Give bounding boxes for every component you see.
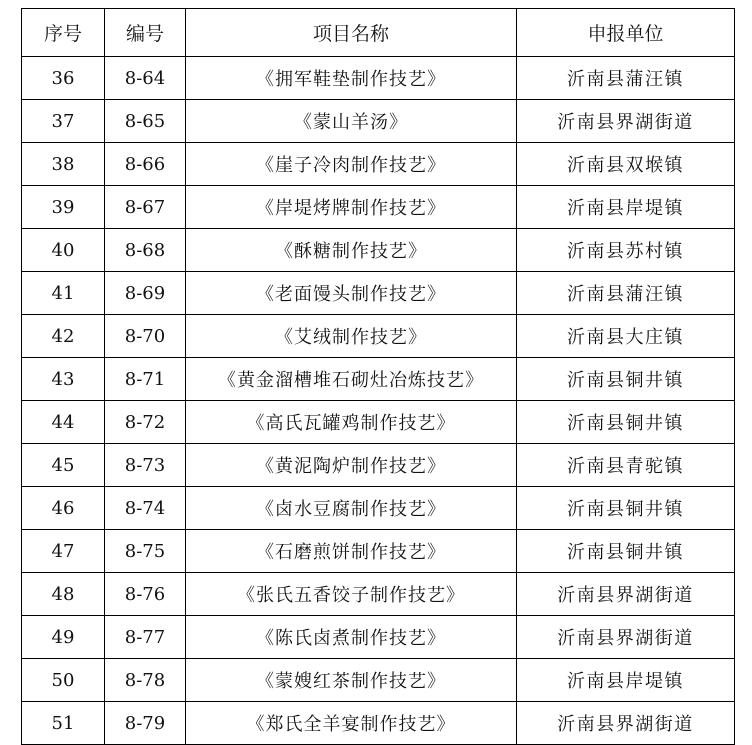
header-applicant-unit: 申报单位 — [517, 9, 735, 57]
cell-applicant-unit: 沂南县界湖街道 — [517, 702, 735, 745]
cell-applicant-unit: 沂南县苏村镇 — [517, 229, 735, 272]
cell-project-name: 《郑氏全羊宴制作技艺》 — [186, 702, 517, 745]
table-row — [22, 573, 735, 616]
cell-applicant-unit: 沂南县界湖街道 — [517, 573, 735, 616]
table-row — [22, 229, 735, 272]
cell-project-name: 《卤水豆腐制作技艺》 — [186, 487, 517, 530]
cell-serial-number: 37 — [22, 100, 105, 143]
cell-code: 8-76 — [105, 573, 186, 616]
cell-serial-number: 42 — [22, 315, 105, 358]
cell-serial-number: 43 — [22, 358, 105, 401]
cell-code: 8-71 — [105, 358, 186, 401]
table-row — [22, 444, 735, 487]
header-project-name: 项目名称 — [186, 9, 517, 57]
cell-applicant-unit: 沂南县铜井镇 — [517, 487, 735, 530]
cell-code: 8-65 — [105, 100, 186, 143]
cell-project-name: 《艾绒制作技艺》 — [186, 315, 517, 358]
table-row — [22, 616, 735, 659]
cell-code: 8-79 — [105, 702, 186, 745]
cell-project-name: 《黄金溜槽堆石砌灶冶炼技艺》 — [186, 358, 517, 401]
cell-serial-number: 45 — [22, 444, 105, 487]
cell-serial-number: 50 — [22, 659, 105, 702]
header-code: 编号 — [105, 9, 186, 57]
cell-applicant-unit: 沂南县大庄镇 — [517, 315, 735, 358]
cell-project-name: 《陈氏卤煮制作技艺》 — [186, 616, 517, 659]
cell-project-name: 《崖子冷肉制作技艺》 — [186, 143, 517, 186]
cell-code: 8-67 — [105, 186, 186, 229]
cell-code: 8-72 — [105, 401, 186, 444]
cell-code: 8-66 — [105, 143, 186, 186]
cell-applicant-unit: 沂南县岸堤镇 — [517, 659, 735, 702]
cell-applicant-unit: 沂南县双堠镇 — [517, 143, 735, 186]
cell-serial-number: 36 — [22, 57, 105, 100]
cell-applicant-unit: 沂南县青驼镇 — [517, 444, 735, 487]
table-body — [22, 57, 735, 745]
cell-code: 8-70 — [105, 315, 186, 358]
cell-project-name: 《张氏五香饺子制作技艺》 — [186, 573, 517, 616]
heritage-project-table — [21, 8, 735, 745]
cell-applicant-unit: 沂南县界湖街道 — [517, 100, 735, 143]
cell-code: 8-75 — [105, 530, 186, 573]
cell-code: 8-78 — [105, 659, 186, 702]
cell-code: 8-64 — [105, 57, 186, 100]
cell-applicant-unit: 沂南县蒲汪镇 — [517, 57, 735, 100]
cell-project-name: 《黄泥陶炉制作技艺》 — [186, 444, 517, 487]
table-row — [22, 272, 735, 315]
cell-code: 8-73 — [105, 444, 186, 487]
cell-project-name: 《蒙山羊汤》 — [186, 100, 517, 143]
cell-serial-number: 39 — [22, 186, 105, 229]
cell-code: 8-68 — [105, 229, 186, 272]
cell-project-name: 《岸堤烤牌制作技艺》 — [186, 186, 517, 229]
cell-applicant-unit: 沂南县铜井镇 — [517, 358, 735, 401]
cell-serial-number: 48 — [22, 573, 105, 616]
cell-project-name: 《拥军鞋垫制作技艺》 — [186, 57, 517, 100]
cell-applicant-unit: 沂南县界湖街道 — [517, 616, 735, 659]
table-row — [22, 186, 735, 229]
cell-serial-number: 41 — [22, 272, 105, 315]
cell-applicant-unit: 沂南县岸堤镇 — [517, 186, 735, 229]
table-row — [22, 487, 735, 530]
cell-serial-number: 46 — [22, 487, 105, 530]
table-row — [22, 401, 735, 444]
cell-project-name: 《高氏瓦罐鸡制作技艺》 — [186, 401, 517, 444]
cell-serial-number: 38 — [22, 143, 105, 186]
table-row — [22, 530, 735, 573]
cell-applicant-unit: 沂南县铜井镇 — [517, 401, 735, 444]
cell-serial-number: 40 — [22, 229, 105, 272]
table-row — [22, 358, 735, 401]
table-row — [22, 57, 735, 100]
cell-applicant-unit: 沂南县铜井镇 — [517, 530, 735, 573]
cell-project-name: 《老面馒头制作技艺》 — [186, 272, 517, 315]
cell-serial-number: 51 — [22, 702, 105, 745]
cell-code: 8-74 — [105, 487, 186, 530]
cell-applicant-unit: 沂南县蒲汪镇 — [517, 272, 735, 315]
cell-code: 8-69 — [105, 272, 186, 315]
table-row — [22, 100, 735, 143]
table-row — [22, 659, 735, 702]
cell-serial-number: 49 — [22, 616, 105, 659]
cell-project-name: 《石磨煎饼制作技艺》 — [186, 530, 517, 573]
header-serial-number: 序号 — [22, 9, 105, 57]
table-row — [22, 702, 735, 745]
table-row — [22, 315, 735, 358]
cell-serial-number: 44 — [22, 401, 105, 444]
cell-code: 8-77 — [105, 616, 186, 659]
header-row — [22, 9, 735, 57]
cell-project-name: 《酥糖制作技艺》 — [186, 229, 517, 272]
table-row — [22, 143, 735, 186]
cell-project-name: 《蒙嫂红茶制作技艺》 — [186, 659, 517, 702]
cell-serial-number: 47 — [22, 530, 105, 573]
